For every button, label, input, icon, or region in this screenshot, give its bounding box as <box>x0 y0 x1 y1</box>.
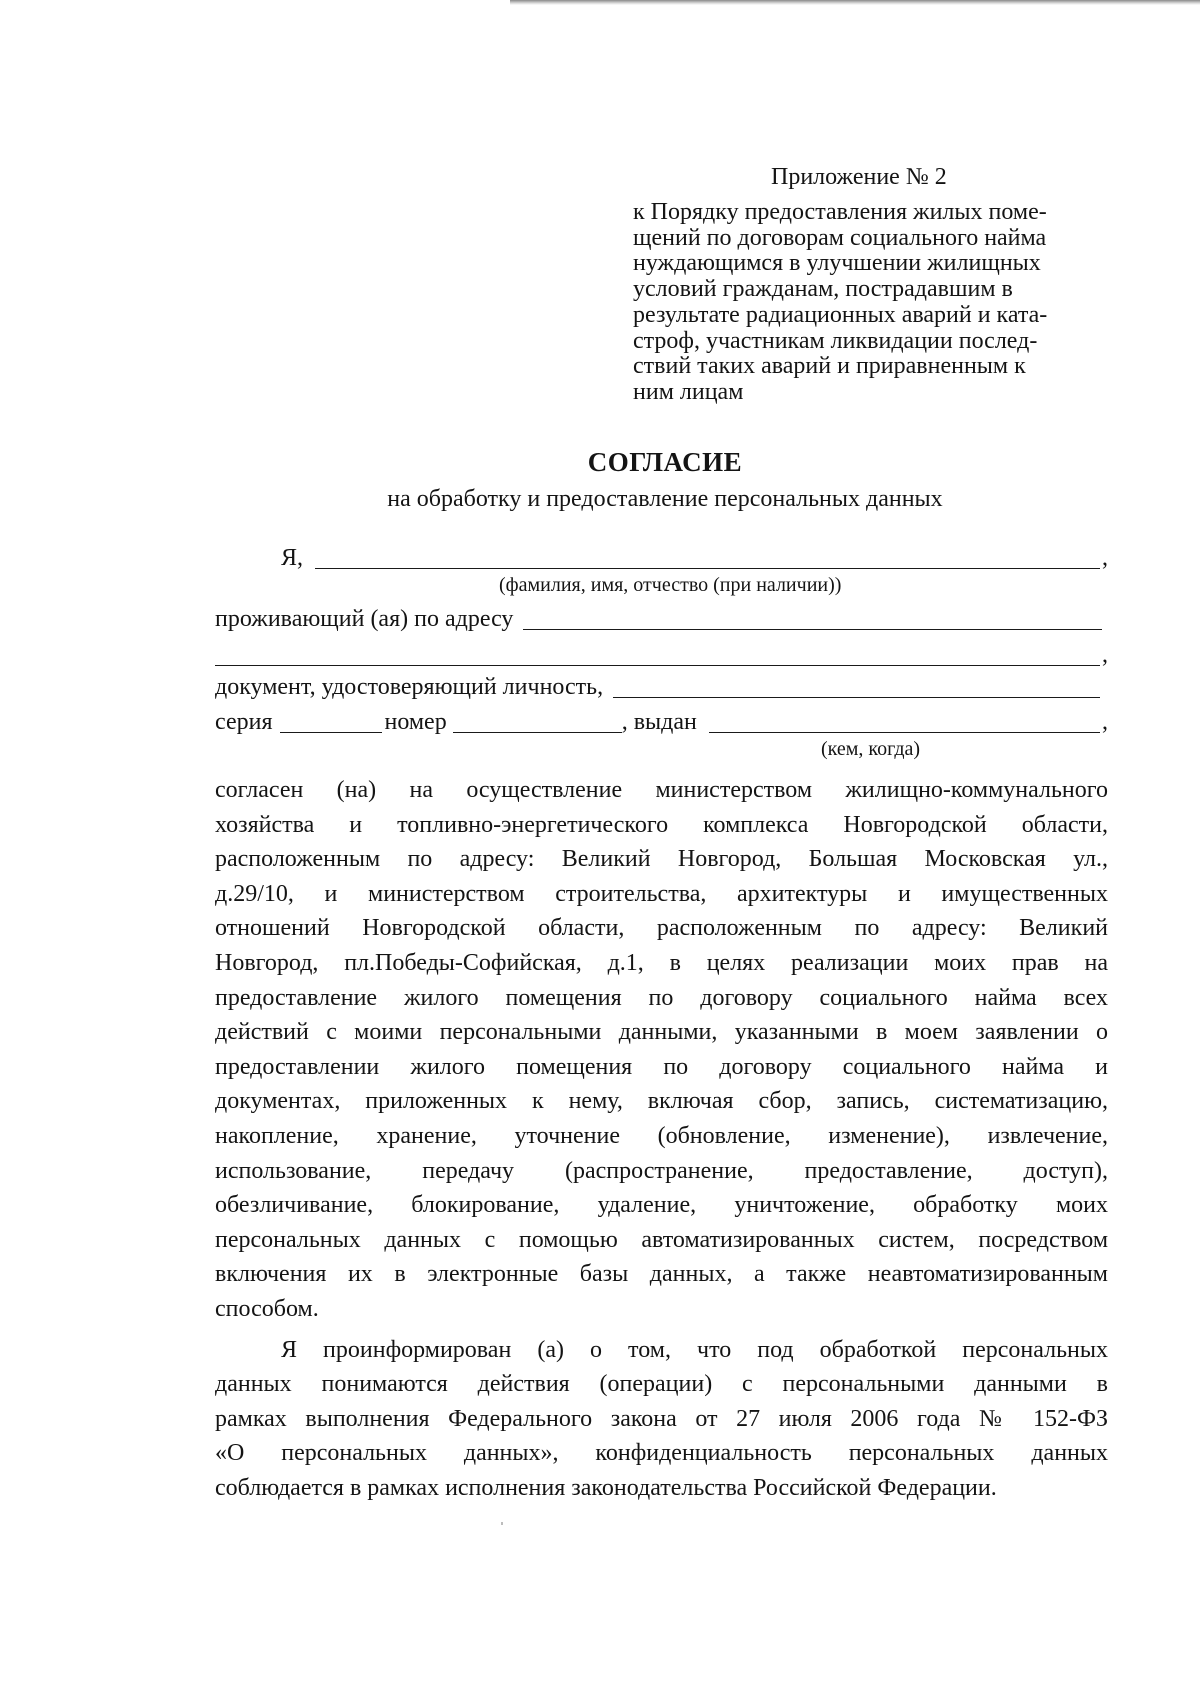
appendix-description <box>633 200 1133 406</box>
address-blank[interactable] <box>523 607 1102 630</box>
text-line: накопление, хранение, уточнение (обновление, изменение), извлечение, <box>215 1122 1108 1149</box>
information-paragraph <box>215 1333 1108 1506</box>
appendix-line: щений по договорам социального найма <box>633 224 1047 251</box>
text-line: документах, приложенных к нему, включая сбор, запись, систематизацию, <box>215 1088 1108 1115</box>
appendix-line: условий гражданам, пострадавшим в <box>633 276 1013 303</box>
series-blank[interactable] <box>280 710 382 733</box>
address-label: проживающий (ая) по адресу <box>215 606 514 632</box>
issued-hint: (кем, когда) <box>821 738 921 760</box>
name-field-row <box>215 543 1108 573</box>
appendix-line: ствий таких аварий и приравненным к <box>633 353 1026 380</box>
text-line: предоставление жилого помещения по договору социального найма всех <box>215 984 1108 1011</box>
scan-speck <box>501 1522 503 1525</box>
text-line: данных понимаются действия (операции) с персональными данными в <box>215 1371 1108 1398</box>
issued-by-blank[interactable] <box>709 710 1100 733</box>
text-line: Я проинформирован (а) о том, что под обработкой персональных <box>281 1336 1108 1363</box>
text-line: Новгород, пл.Победы-Софийская, д.1, в целях реализации моих прав на <box>215 949 1108 976</box>
text-line: использование, передачу (распространение, предоставление, доступ), <box>215 1157 1108 1184</box>
issued-label: , выдан <box>621 709 697 735</box>
text-line: рамках выполнения Федерального закона от 27 июля 2006 года № 152-ФЗ <box>215 1405 1108 1432</box>
document-subtitle: на обработку и предоставление персональных данных <box>387 486 943 512</box>
text-line: согласен (на) на осуществление министерством жилищно-коммунального <box>215 777 1108 803</box>
address-continued-blank[interactable] <box>215 643 1100 666</box>
address-field-row <box>215 604 1108 634</box>
series-number-row <box>215 707 1108 737</box>
text-line: предоставлении жилого помещения по договору социального найма и <box>215 1053 1108 1080</box>
text-line: способом. <box>215 1295 319 1322</box>
appendix-line: к Порядку предоставления жилых поме- <box>633 199 1047 225</box>
id-document-row <box>215 672 1108 702</box>
text-line: отношений Новгородской области, расположенным по адресу: Великий <box>215 915 1108 942</box>
text-line: включения их в электронные базы данных, а также неавтоматизированным <box>215 1261 1108 1288</box>
text-line: «О персональных данных», конфиденциальность персональных данных <box>215 1440 1108 1467</box>
number-label: номер <box>384 709 447 735</box>
appendix-line: строф, участникам ликвидации послед- <box>633 327 1038 354</box>
number-blank[interactable] <box>453 710 622 733</box>
appendix-line: ним лицам <box>633 378 744 405</box>
appendix-line: результате радиационных аварий и ката- <box>633 301 1048 328</box>
document-title: СОГЛАСИЕ <box>587 447 743 477</box>
text-line: персональных данных с помощью автоматизированных систем, посредством <box>215 1226 1108 1253</box>
consent-body <box>215 773 1108 1505</box>
name-hint: (фамилия, имя, отчество (при наличии)) <box>499 574 842 596</box>
series-label: серия <box>215 709 273 735</box>
consent-paragraph <box>215 773 1108 1327</box>
appendix-title: Приложение № 2 <box>771 164 947 190</box>
text-line: расположенным по адресу: Великий Новгород, Большая Московская ул., <box>215 846 1108 873</box>
scan-edge-shadow <box>510 0 1200 5</box>
text-line: д.29/10, и министерством строительства, архитектуры и имущественных <box>215 880 1108 907</box>
issued-comma: , <box>1102 709 1108 735</box>
address-continued-row <box>215 640 1108 670</box>
text-line: хозяйства и топливно-энергетического комплекса Новгородской области, <box>215 811 1108 838</box>
id-document-blank[interactable] <box>613 675 1100 698</box>
text-line: действий с моими персональными данными, указанными в моем заявлении о <box>215 1019 1108 1046</box>
full-name-blank[interactable] <box>315 546 1100 569</box>
i-label: Я, <box>281 545 304 571</box>
id-document-label: документ, удостоверяющий личность, <box>215 674 604 700</box>
name-comma: , <box>1102 545 1108 571</box>
text-line: соблюдается в рамках исполнения законодательства Российской Федерации. <box>215 1474 997 1501</box>
address-comma: , <box>1102 642 1108 668</box>
appendix-line: нуждающимся в улучшении жилищных <box>633 250 1041 277</box>
text-line: обезличивание, блокирование, удаление, уничтожение, обработку моих <box>215 1192 1108 1219</box>
